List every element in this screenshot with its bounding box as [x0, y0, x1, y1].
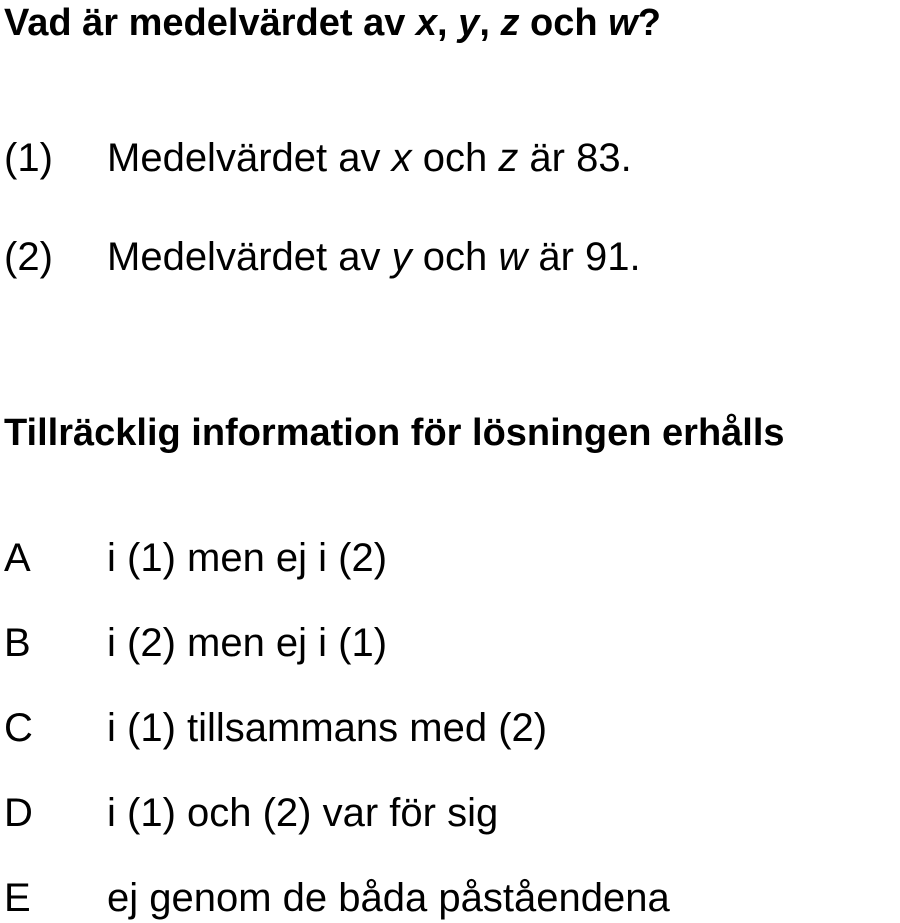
- statement-value: är 83.: [518, 136, 632, 180]
- variable-x: x: [391, 136, 412, 180]
- question-conjunction: och: [519, 2, 609, 44]
- option-letter: A: [4, 536, 31, 580]
- statement-text: [107, 134, 632, 182]
- variable-x: x: [415, 2, 438, 44]
- question-title: [4, 0, 661, 46]
- option-text: i (1) tillsammans med (2): [107, 706, 548, 750]
- variable-y: y: [458, 2, 480, 44]
- statement-number: (2): [4, 235, 53, 279]
- statement-number: (1): [4, 136, 53, 180]
- option-text: i (1) och (2) var för sig: [107, 791, 499, 835]
- option-letter: E: [4, 876, 31, 920]
- statement-conjunction: och: [411, 235, 499, 279]
- statement-text-part: Medelvärdet av: [107, 136, 392, 180]
- question-separator: ,: [479, 2, 501, 44]
- variable-z: z: [498, 136, 519, 180]
- question-text-part: Vad är medelvärdet av: [4, 2, 416, 44]
- variable-z: z: [500, 2, 520, 44]
- question-separator: ,: [437, 2, 459, 44]
- option-letter: B: [4, 621, 31, 665]
- sufficiency-heading: Tillräcklig information för lösningen erhålls: [4, 412, 785, 454]
- statement-conjunction: och: [411, 136, 499, 180]
- statement-text-part: Medelvärdet av: [107, 235, 392, 279]
- option-letter: C: [4, 706, 33, 750]
- option-text: i (2) men ej i (1): [107, 621, 388, 665]
- statement-value: är 91.: [527, 235, 641, 279]
- variable-w: w: [608, 2, 638, 44]
- variable-w: w: [498, 235, 528, 279]
- option-letter: D: [4, 791, 33, 835]
- question-mark: ?: [637, 2, 661, 44]
- variable-y: y: [391, 235, 412, 279]
- option-text: ej genom de båda påståendena: [107, 876, 670, 920]
- statement-text: [107, 233, 641, 281]
- option-text: i (1) men ej i (2): [107, 536, 388, 580]
